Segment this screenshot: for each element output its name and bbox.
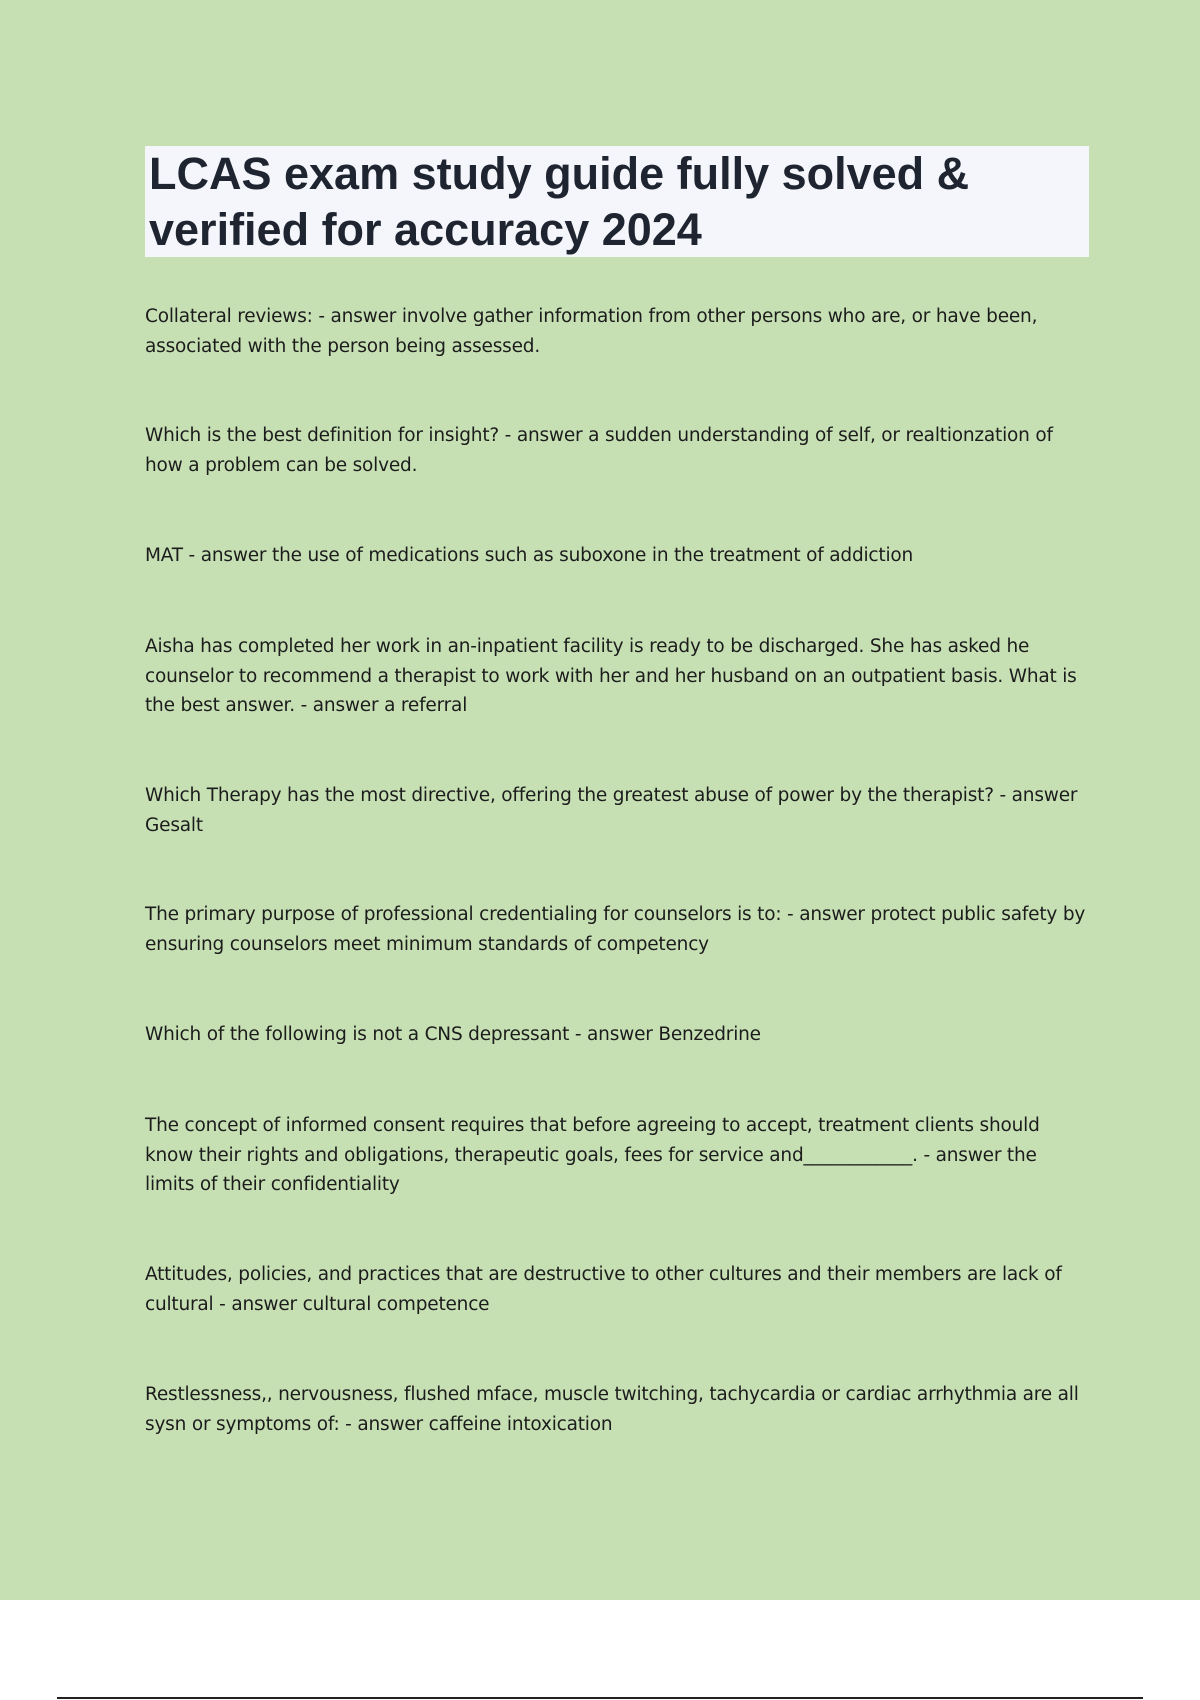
qa-item-caffeine-intoxication: Restlessness,, nervousness, flushed mface, muscle twitching, tachycardia or cardiac arrhythmia are all sysn or symptoms of: - answer caffeine intoxication [145, 1384, 1079, 1435]
qa-item-mat: MAT - answer the use of medications such as suboxone in the treatment of addiction [145, 545, 914, 566]
qa-item-directive-therapy: Which Therapy has the most directive, offering the greatest abuse of power by the therapist? - answer Gesalt [145, 785, 1078, 836]
qa-item-insight: Which is the best definition for insight? - answer a sudden understanding of self, or realtionzation of how a problem can be solved. [145, 425, 1053, 476]
qa-item-collateral-reviews: Collateral reviews: - answer involve gather information from other persons who are, or have been, associated with the person being assessed. [145, 306, 1038, 357]
footer-divider [57, 1697, 1143, 1699]
qa-item-cns-depressant: Which of the following is not a CNS depressant - answer Benzedrine [145, 1024, 761, 1045]
document-title: LCAS exam study guide fully solved & verified for accuracy 2024 [149, 148, 970, 255]
qa-item-credentialing: The primary purpose of professional credentialing for counselors is to: - answer protect public safety by ensuring counselors meet minimum standards of competency [145, 904, 1086, 955]
qa-item-cultural-competence: Attitudes, policies, and practices that are destructive to other cultures and their members are lack of cultural - answer cultural competence [145, 1264, 1062, 1315]
title-box [145, 146, 1089, 257]
qa-item-informed-consent: The concept of informed consent requires that before agreeing to accept, treatment clients should know their rights and obligations, therapeutic goals, fees for service and____________. - answer the limits of their confidentiality [145, 1115, 1040, 1195]
qa-item-aisha-referral: Aisha has completed her work in an-inpatient facility is ready to be discharged. She has asked he counselor to recommend a therapist to work with her and her husband on an outpatient basis. What is the best answer. - answer a referral [145, 636, 1077, 716]
